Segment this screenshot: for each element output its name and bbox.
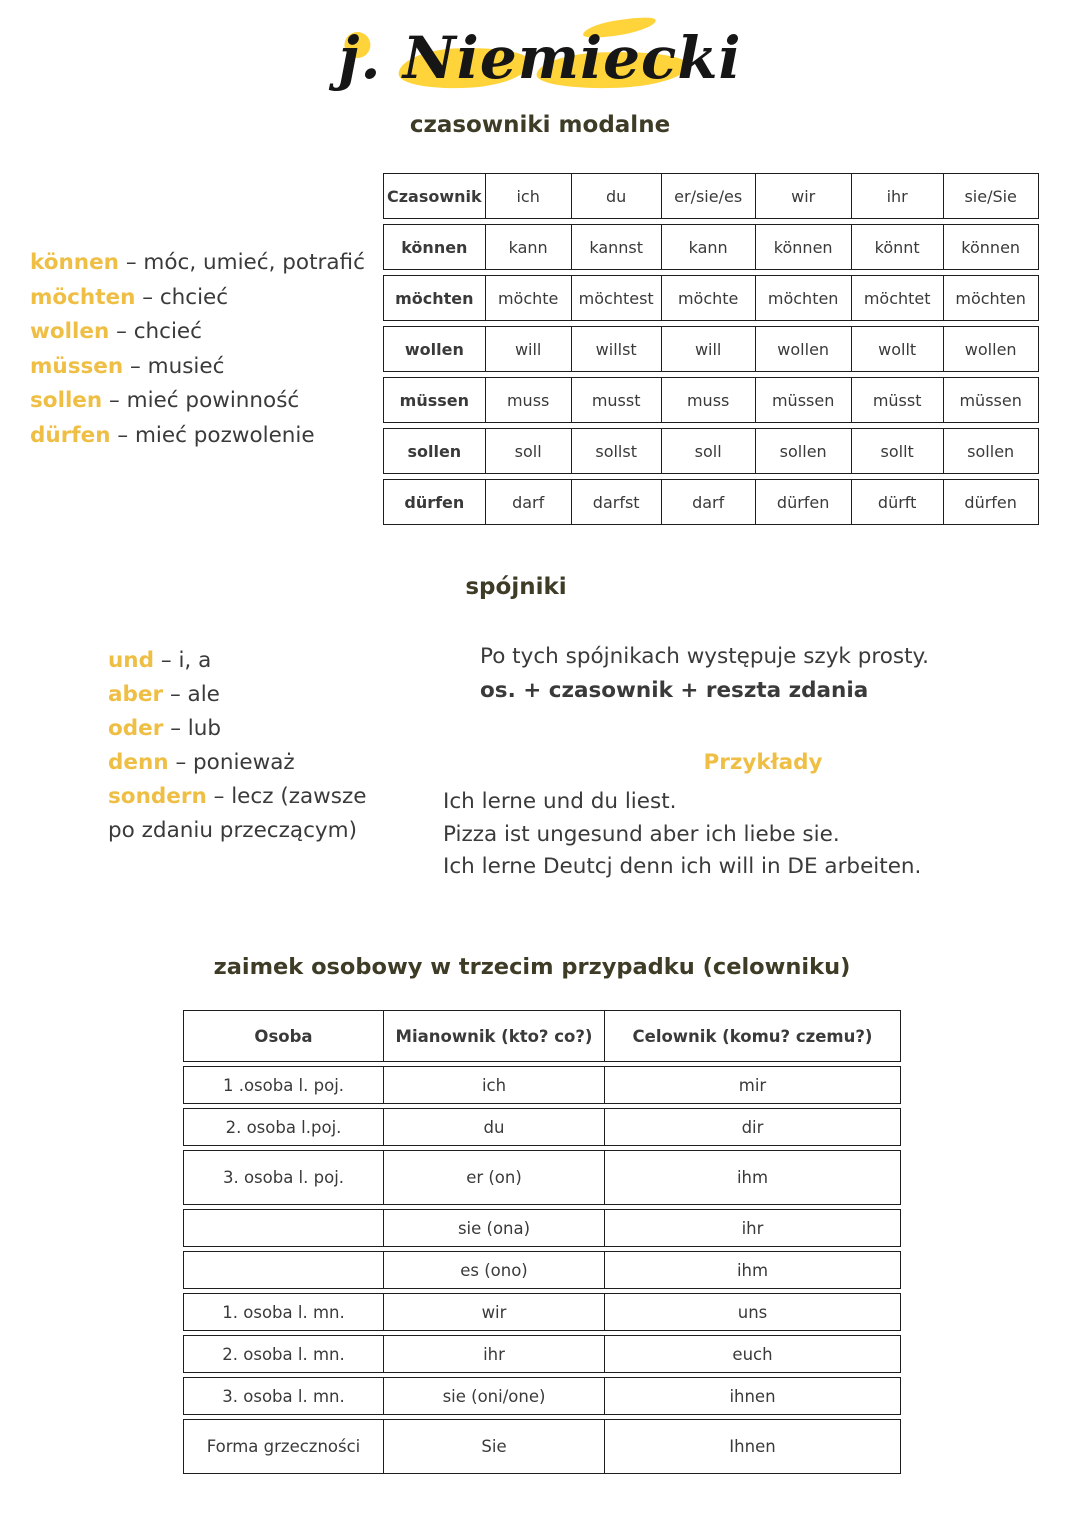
- nominative-cell: sie (oni/one): [384, 1377, 605, 1415]
- person-cell: 1 .osoba l. poj.: [183, 1066, 384, 1104]
- person-cell: [183, 1209, 384, 1247]
- verb-cell: möchten: [383, 275, 486, 321]
- column-header: Mianownik (kto? co?): [384, 1010, 605, 1062]
- form-cell: kann: [662, 224, 756, 270]
- polish-meaning: – chcieć: [116, 319, 202, 344]
- list-item: [30, 384, 365, 419]
- form-cell: möchten: [756, 275, 852, 321]
- form-cell: möchtest: [572, 275, 662, 321]
- dative-cell: Ihnen: [605, 1419, 901, 1474]
- german-word: aber: [108, 682, 164, 707]
- list-item: [30, 315, 365, 350]
- table-row: [383, 224, 1039, 270]
- person-cell: 2. osoba l. mn.: [183, 1335, 384, 1373]
- person-cell: 1. osoba l. mn.: [183, 1293, 384, 1331]
- table-header-row: [383, 173, 1039, 219]
- form-cell: will: [486, 326, 572, 372]
- dative-heading: zaimek osobowy w trzecim przypadku (celowniku): [213, 954, 851, 980]
- nominative-cell: er (on): [384, 1150, 605, 1205]
- form-cell: dürft: [852, 479, 944, 525]
- table-row: [383, 428, 1039, 474]
- form-cell: möchtet: [852, 275, 944, 321]
- polish-meaning: – ale: [169, 682, 220, 707]
- modal-verb-meanings-list: [30, 246, 365, 453]
- form-cell: musst: [572, 377, 662, 423]
- conjunctions-heading: spójniki: [465, 574, 567, 600]
- modal-verbs-heading: czasowniki modalne: [409, 112, 671, 138]
- list-item: [108, 712, 382, 746]
- modal-verbs-table: [383, 168, 1039, 530]
- nominative-cell: Sie: [384, 1419, 605, 1474]
- verb-cell: müssen: [383, 377, 486, 423]
- column-header: Osoba: [183, 1010, 384, 1062]
- german-word: wollen: [30, 319, 110, 344]
- german-word: müssen: [30, 353, 124, 379]
- polish-meaning: – móc, umieć, potrafić: [125, 250, 365, 275]
- german-word: möchten: [30, 284, 136, 310]
- dative-cell: ihm: [605, 1150, 901, 1205]
- table-row: [183, 1251, 901, 1289]
- list-item: [30, 350, 365, 385]
- form-cell: soll: [662, 428, 756, 474]
- form-cell: wollen: [756, 326, 852, 372]
- polish-meaning: – i, a: [160, 648, 212, 673]
- form-cell: möchten: [944, 275, 1039, 321]
- table-row: [183, 1150, 901, 1205]
- conjunctions-list: [108, 644, 382, 848]
- form-cell: darfst: [572, 479, 662, 525]
- verb-cell: können: [383, 224, 486, 270]
- form-cell: müssen: [944, 377, 1039, 423]
- form-cell: sollen: [944, 428, 1039, 474]
- polish-meaning: – musieć: [130, 353, 225, 379]
- nominative-cell: es (ono): [384, 1251, 605, 1289]
- table-row: [383, 275, 1039, 321]
- person-cell: 2. osoba l.poj.: [183, 1108, 384, 1146]
- form-cell: wollt: [852, 326, 944, 372]
- example-sentence: Ich lerne und du liest.: [443, 789, 677, 814]
- form-cell: soll: [486, 428, 572, 474]
- person-cell: 3. osoba l. poj.: [183, 1150, 384, 1205]
- list-item: [108, 780, 382, 848]
- form-cell: möchte: [486, 275, 572, 321]
- form-cell: willst: [572, 326, 662, 372]
- list-item: [108, 746, 382, 780]
- page-title: j. Niemiecki: [338, 24, 742, 92]
- example-sentence: Pizza ist ungesund aber ich liebe sie.: [443, 821, 840, 847]
- polish-meaning: – lub: [170, 716, 222, 741]
- form-cell: will: [662, 326, 756, 372]
- german-word: sollen: [30, 388, 103, 413]
- list-item: [108, 678, 382, 712]
- example-sentence: Ich lerne Deutcj denn ich will in DE arbeiten.: [443, 854, 922, 879]
- polish-meaning: – mieć powinność: [109, 388, 300, 413]
- list-item: [30, 281, 365, 316]
- dative-cell: ihnen: [605, 1377, 901, 1415]
- rule-text: Po tych spójnikach występuje szyk prosty.: [480, 644, 929, 669]
- dative-cell: euch: [605, 1335, 901, 1373]
- german-word: denn: [108, 750, 169, 775]
- german-word: sondern: [108, 784, 207, 809]
- table-row: [183, 1419, 901, 1474]
- form-cell: müsst: [852, 377, 944, 423]
- table-row: [183, 1377, 901, 1415]
- person-cell: [183, 1251, 384, 1289]
- form-cell: sollt: [852, 428, 944, 474]
- table-row: [183, 1335, 901, 1373]
- dative-cell: dir: [605, 1108, 901, 1146]
- form-cell: darf: [662, 479, 756, 525]
- column-header: Celownik (komu? czemu?): [605, 1010, 901, 1062]
- german-word: oder: [108, 716, 164, 741]
- list-item: [30, 419, 365, 454]
- nominative-cell: sie (ona): [384, 1209, 605, 1247]
- nominative-cell: wir: [384, 1293, 605, 1331]
- form-cell: könnt: [852, 224, 944, 270]
- form-cell: wollen: [944, 326, 1039, 372]
- nominative-cell: ihr: [384, 1335, 605, 1373]
- title-block: [338, 24, 741, 92]
- column-header: ihr: [852, 173, 944, 219]
- dative-cell: ihm: [605, 1251, 901, 1289]
- german-word: und: [108, 648, 155, 673]
- form-cell: muss: [486, 377, 572, 423]
- form-cell: können: [756, 224, 852, 270]
- table-row: [383, 479, 1039, 525]
- column-header: er/sie/es: [662, 173, 756, 219]
- column-header: du: [572, 173, 662, 219]
- form-cell: dürfen: [944, 479, 1039, 525]
- dative-cell: mir: [605, 1066, 901, 1104]
- dative-pronouns-table: [183, 1006, 901, 1478]
- form-cell: müssen: [756, 377, 852, 423]
- table-row: [183, 1108, 901, 1146]
- verb-cell: sollen: [383, 428, 486, 474]
- dative-cell: ihr: [605, 1209, 901, 1247]
- examples-heading: Przykłady: [703, 750, 823, 775]
- verb-cell: wollen: [383, 326, 486, 372]
- form-cell: sollst: [572, 428, 662, 474]
- polish-meaning: – mieć pozwolenie: [117, 422, 315, 448]
- list-item: [30, 246, 365, 281]
- form-cell: kann: [486, 224, 572, 270]
- nominative-cell: du: [384, 1108, 605, 1146]
- polish-meaning: – ponieważ: [175, 750, 295, 775]
- column-header: wir: [756, 173, 852, 219]
- nominative-cell: ich: [384, 1066, 605, 1104]
- dative-cell: uns: [605, 1293, 901, 1331]
- table-row: [183, 1209, 901, 1247]
- form-cell: möchte: [662, 275, 756, 321]
- table-row: [183, 1066, 901, 1104]
- examples-list: [443, 786, 921, 884]
- form-cell: sollen: [756, 428, 852, 474]
- german-word: dürfen: [30, 422, 111, 448]
- person-cell: Forma grzeczności: [183, 1419, 384, 1474]
- form-cell: können: [944, 224, 1039, 270]
- table-header-row: [183, 1010, 901, 1062]
- form-cell: muss: [662, 377, 756, 423]
- column-header: Czasownik: [383, 173, 486, 219]
- conjunction-rule-block: [480, 640, 929, 708]
- table-row: [383, 326, 1039, 372]
- polish-meaning: – chcieć: [142, 284, 229, 310]
- table-row: [383, 377, 1039, 423]
- form-cell: dürfen: [756, 479, 852, 525]
- form-cell: kannst: [572, 224, 662, 270]
- verb-cell: dürfen: [383, 479, 486, 525]
- column-header: ich: [486, 173, 572, 219]
- form-cell: darf: [486, 479, 572, 525]
- person-cell: 3. osoba l. mn.: [183, 1377, 384, 1415]
- table-row: [183, 1293, 901, 1331]
- german-word: können: [30, 250, 119, 275]
- column-header: sie/Sie: [944, 173, 1039, 219]
- polish-meaning: – lecz (zawsze po zdaniu przeczącym): [108, 784, 367, 843]
- rule-pattern: os. + czasownik + reszta zdania: [480, 678, 869, 703]
- list-item: [108, 644, 382, 678]
